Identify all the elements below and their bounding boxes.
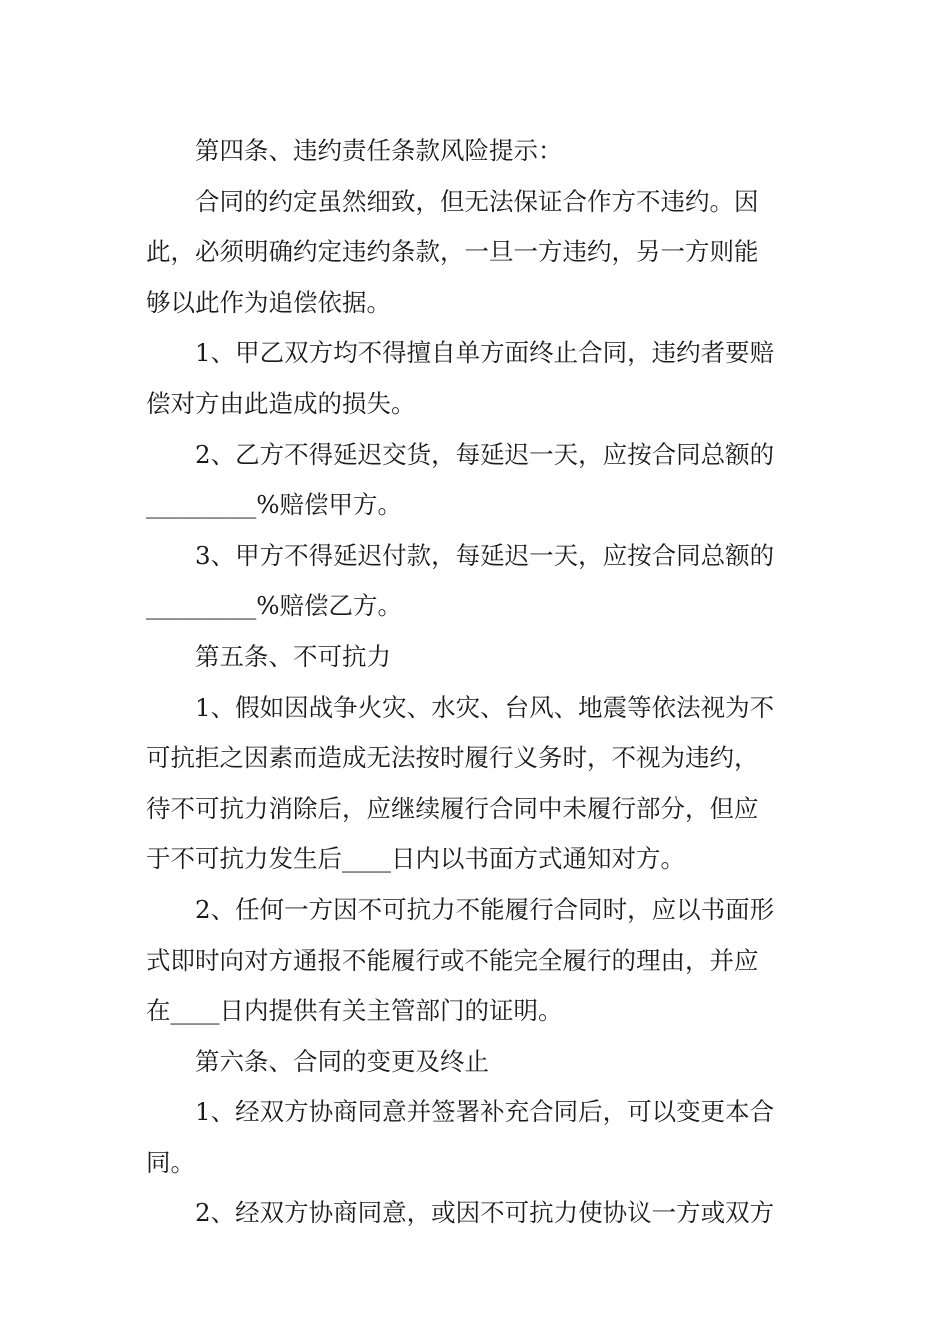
text-line: 够以此作为追偿依据。 — [146, 287, 391, 317]
text-line: 式即时向对方通报不能履行或不能完全履行的理由，并应 — [146, 945, 759, 975]
text-line: 此，必须明确约定违约条款，一旦一方违约，另一方则能 — [146, 237, 759, 267]
text-line: 3、甲方不得延迟付款，每延迟一天，应按合同总额的 — [195, 540, 775, 570]
text-line: 第六条、合同的变更及终止 — [195, 1046, 489, 1076]
article-4-heading — [146, 126, 806, 177]
text-line: 2、任何一方因不可抗力不能履行合同时，应以书面形 — [195, 894, 775, 924]
text-line: 于不可抗力发生后____日内以书面方式通知对方。 — [146, 844, 685, 874]
text-line: 第四条、违约责任条款风险提示： — [195, 136, 563, 165]
article-5-heading — [146, 632, 806, 683]
article-5-clause-2 — [146, 885, 806, 1037]
text-line: 1、假如因战争火灾、水灾、台风、地震等依法视为不 — [195, 692, 775, 722]
document-body — [146, 126, 806, 1239]
text-line: 在____日内提供有关主管部门的证明。 — [146, 996, 563, 1026]
article-4-clause-1 — [146, 328, 806, 429]
text-line: 同。 — [146, 1147, 195, 1177]
text-line: 第五条、不可抗力 — [195, 641, 391, 671]
article-6-clause-1 — [146, 1087, 806, 1188]
text-line: 合同的约定虽然细致，但无法保证合作方不违约。因 — [195, 186, 759, 216]
text-line: 偿对方由此造成的损失。 — [146, 388, 416, 418]
text-line: 待不可抗力消除后，应继续履行合同中未履行部分，但应 — [146, 793, 759, 823]
article-5-clause-1 — [146, 683, 806, 885]
article-4-intro — [146, 177, 806, 329]
article-4-clause-3 — [146, 531, 806, 632]
article-4-clause-2 — [146, 430, 806, 531]
article-6-heading — [146, 1037, 806, 1088]
text-line: _________%赔偿乙方。 — [146, 591, 403, 621]
text-line: 2、经双方协商同意，或因不可抗力使协议一方或双方 — [195, 1198, 775, 1228]
article-6-clause-2 — [146, 1188, 806, 1239]
text-line: 1、甲乙双方均不得擅自单方面终止合同，违约者要赔 — [195, 338, 775, 368]
text-line: _________%赔偿甲方。 — [146, 490, 403, 520]
text-line: 1、经双方协商同意并签署补充合同后，可以变更本合 — [195, 1097, 775, 1127]
text-line: 2、乙方不得延迟交货，每延迟一天，应按合同总额的 — [195, 439, 775, 469]
text-line: 可抗拒之因素而造成无法按时履行义务时，不视为违约， — [146, 743, 759, 773]
